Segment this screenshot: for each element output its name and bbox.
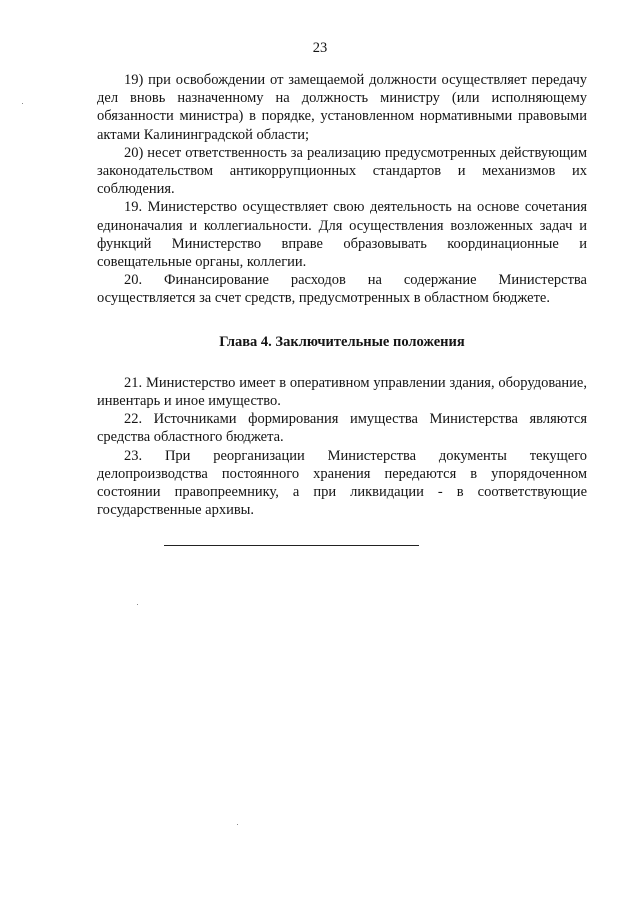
chapter-title: Глава 4. Заключительные положения	[219, 333, 465, 350]
paragraph-21-property: 21. Министерство имеет в оперативном управлении здания, оборудование, инвентарь и иное имущество.	[97, 374, 587, 410]
page-number: 23	[312, 40, 328, 56]
scan-speck	[137, 604, 138, 605]
paragraph-22-funding-sources: 22. Источниками формирования имущества Министерства являются средства областного бюджета.	[97, 411, 587, 446]
paragraph-item-20-responsibility: 20) несет ответственность за реализацию предусмотренных действующим законодательством антикоррупционных стандартов и механизмов их соблюдения.	[97, 144, 587, 198]
scan-speck	[237, 824, 238, 825]
document-body	[97, 71, 587, 519]
paragraph-item-19-transfer: 19) при освобождении от замещаемой должности осуществляет передачу дел вновь назначенному на должность министру (или исполняющему обязанности министра) в порядке, установленном нормативными правовыми актами Калининградской области;	[97, 72, 587, 143]
paragraph-20-financing: 20. Финансирование расходов на содержание Министерства осуществляется за счет средств, предусмотренных в областном бюджете.	[97, 272, 587, 307]
paragraph-23-reorganization: 23. При реорганизации Министерства документы текущего делопроизводства постоянного хранения передаются в упорядоченном состоянии правопреемнику, а при ликвидации - в соответствующие государственные архивы.	[97, 447, 587, 519]
end-of-document-rule	[164, 545, 419, 546]
paragraph-19-activity: 19. Министерство осуществляет свою деятельность на основе сочетания единоначалия и коллегиальности. Для осуществления возложенных задач и функций Министерство вправе образовывать координационные и совещательные органы, коллегии.	[97, 199, 587, 271]
scan-speck	[22, 103, 23, 104]
